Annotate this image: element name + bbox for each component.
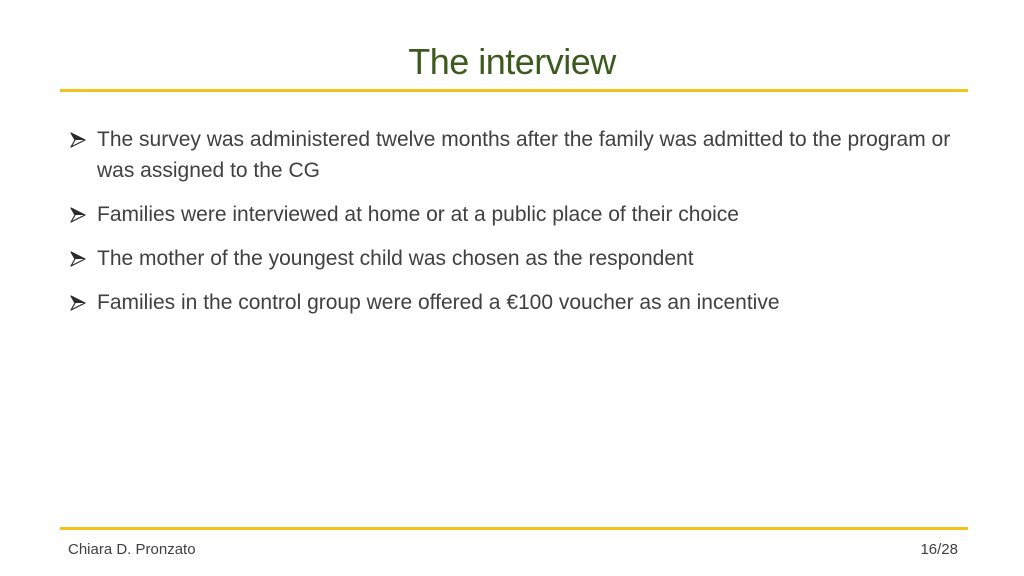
title-divider (60, 89, 968, 92)
bullet-text: The mother of the youngest child was chosen as the respondent (97, 247, 694, 270)
bullet-item (70, 287, 960, 318)
bullet-item (70, 124, 960, 186)
arrow-bullet-icon (70, 132, 86, 148)
bullet-item (70, 199, 960, 230)
bullet-item (70, 243, 960, 274)
slide-title: The interview (408, 41, 616, 82)
footer-author: Chiara D. Pronzato (68, 541, 196, 558)
arrow-bullet-icon (70, 207, 86, 223)
arrow-bullet-icon (70, 295, 86, 311)
bullet-text: The survey was administered twelve months after the family was admitted to the program or was assigned to the CG (97, 128, 951, 182)
footer-divider (60, 527, 968, 530)
bullet-list (70, 124, 960, 331)
bullet-text: Families were interviewed at home or at a public place of their choice (97, 203, 739, 226)
page-number: 16/28 (920, 541, 958, 558)
bullet-text: Families in the control group were offered a €100 voucher as an incentive (97, 291, 780, 314)
arrow-bullet-icon (70, 251, 86, 267)
